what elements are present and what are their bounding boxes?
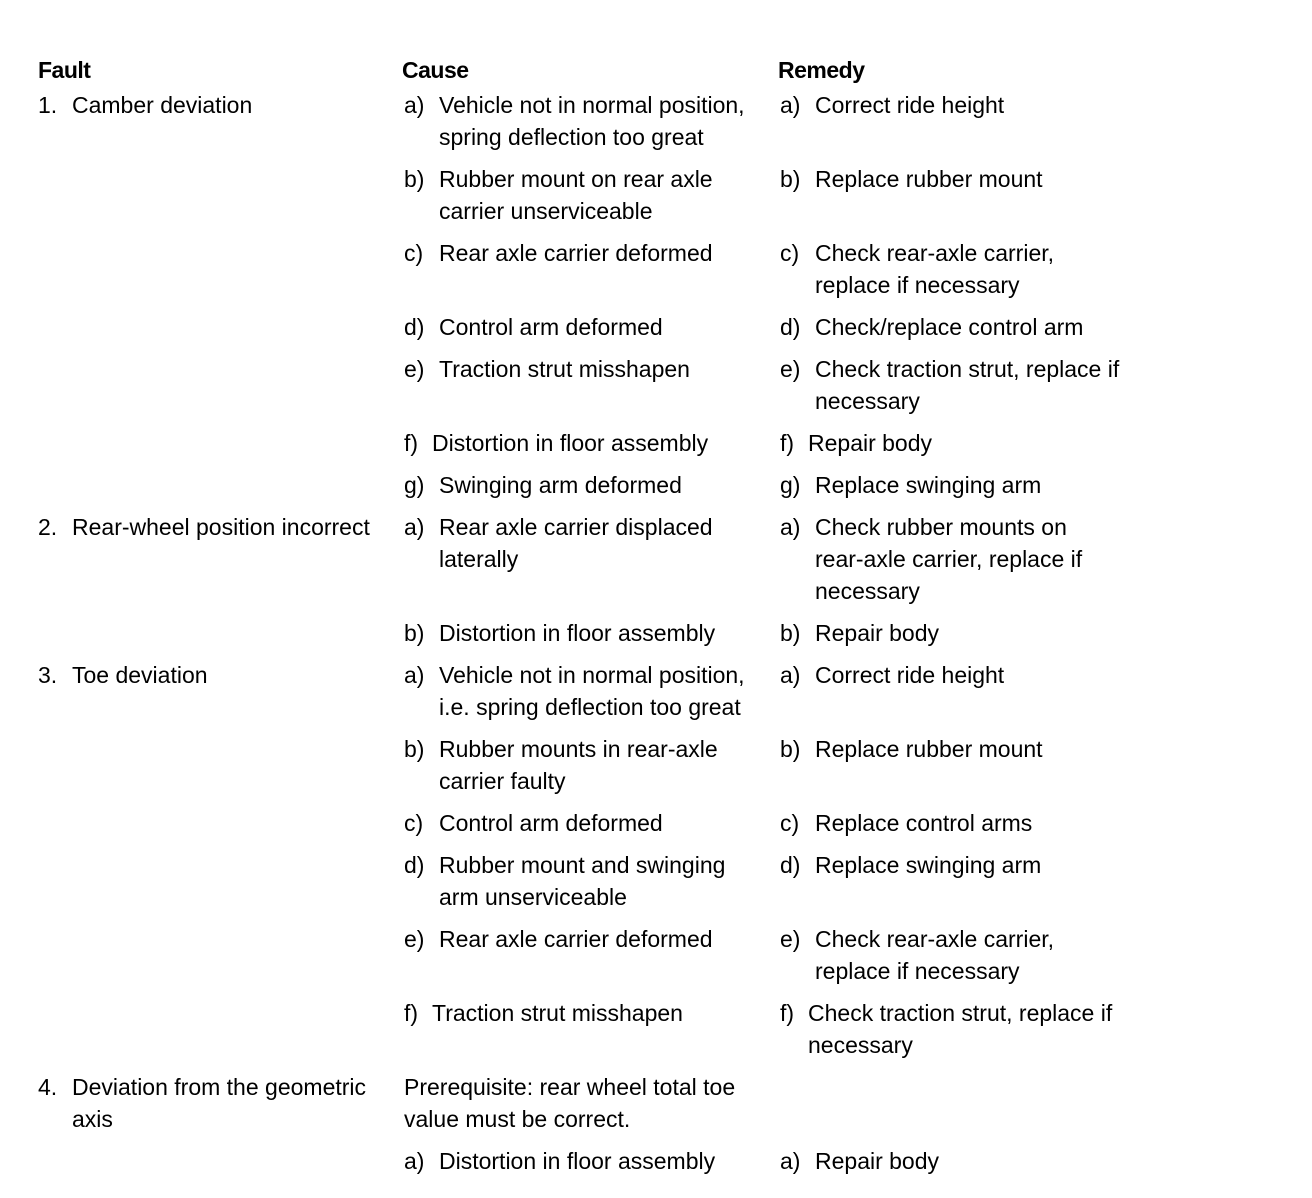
remedy-text: necessary [815, 388, 920, 414]
remedy-label: a) [780, 92, 801, 118]
cause-label: a) [404, 92, 425, 118]
remedy-label: c) [780, 240, 800, 266]
remedy-label: g) [780, 472, 801, 498]
prerequisite-text: value must be correct. [404, 1106, 631, 1132]
cause-label: g) [404, 472, 425, 498]
cause-text: Vehicle not in normal position, [439, 92, 745, 118]
cause-text: Distortion in floor assembly [432, 430, 709, 456]
remedy-text: Replace control arms [815, 810, 1033, 836]
cause-label: f) [404, 1000, 419, 1026]
cause-text: Rear axle carrier deformed [439, 926, 713, 952]
remedy-text: necessary [808, 1032, 913, 1058]
header-remedy: Remedy [778, 57, 865, 83]
remedy-text: Repair body [815, 1148, 940, 1174]
remedy-text: Replace rubber mount [815, 166, 1043, 192]
header-cause: Cause [402, 57, 469, 83]
remedy-text: Repair body [815, 620, 940, 646]
cause-label: e) [404, 926, 425, 952]
fault-number: 4. [38, 1074, 58, 1100]
cause-text: Control arm deformed [439, 314, 663, 340]
remedy-text: necessary [815, 578, 920, 604]
cause-text: arm unserviceable [439, 884, 627, 910]
prerequisite-text: Prerequisite: rear wheel total toe [404, 1074, 736, 1100]
remedy-text: Check rubber mounts on [815, 514, 1067, 540]
remedy-label: d) [780, 314, 801, 340]
fault-title: Toe deviation [72, 662, 208, 688]
remedy-label: d) [780, 852, 801, 878]
remedy-label: b) [780, 620, 801, 646]
cause-label: b) [404, 166, 425, 192]
cause-text: Rear axle carrier deformed [439, 240, 713, 266]
cause-label: d) [404, 852, 425, 878]
cause-text: Control arm deformed [439, 810, 663, 836]
remedy-label: f) [780, 1000, 795, 1026]
fault-number: 3. [38, 662, 58, 688]
cause-text: Vehicle not in normal position, [439, 662, 745, 688]
remedy-label: c) [780, 810, 800, 836]
cause-label: f) [404, 430, 419, 456]
remedy-text: Repair body [808, 430, 933, 456]
remedy-text: Check/replace control arm [815, 314, 1084, 340]
cause-text: Rubber mount on rear axle [439, 166, 713, 192]
remedy-label: b) [780, 166, 801, 192]
cause-text: carrier faulty [439, 768, 566, 794]
remedy-label: a) [780, 514, 801, 540]
remedy-text: Check rear-axle carrier, [815, 926, 1055, 952]
cause-text: carrier unserviceable [439, 198, 653, 224]
header-fault: Fault [38, 57, 91, 83]
fault-number: 2. [38, 514, 58, 540]
cause-text: Traction strut misshapen [439, 356, 690, 382]
remedy-text: Check rear-axle carrier, [815, 240, 1055, 266]
cause-label: b) [404, 620, 425, 646]
remedy-text: Replace swinging arm [815, 852, 1042, 878]
cause-text: i.e. spring deflection too great [439, 694, 741, 720]
cause-text: Swinging arm deformed [439, 472, 682, 498]
cause-label: c) [404, 810, 424, 836]
remedy-label: e) [780, 926, 801, 952]
cause-text: laterally [439, 546, 519, 572]
cause-label: c) [404, 240, 424, 266]
fault-title: Deviation from the geometric [72, 1074, 367, 1100]
remedy-text: Correct ride height [815, 662, 1005, 688]
remedy-label: a) [780, 662, 801, 688]
cause-label: b) [404, 736, 425, 762]
cause-label: a) [404, 1148, 425, 1174]
cause-text: Rubber mount and swinging [439, 852, 726, 878]
fault-title: axis [72, 1106, 113, 1132]
fault-title: Camber deviation [72, 92, 253, 118]
remedy-text: Correct ride height [815, 92, 1005, 118]
remedy-label: b) [780, 736, 801, 762]
cause-label: a) [404, 662, 425, 688]
cause-label: e) [404, 356, 425, 382]
remedy-text: Replace rubber mount [815, 736, 1043, 762]
fault-number: 1. [38, 92, 58, 118]
cause-text: Traction strut misshapen [432, 1000, 683, 1026]
cause-text: spring deflection too great [439, 124, 704, 150]
remedy-text: replace if necessary [815, 272, 1020, 298]
cause-label: a) [404, 514, 425, 540]
fault-title: Rear-wheel position incorrect [72, 514, 370, 540]
remedy-label: f) [780, 430, 795, 456]
remedy-text: rear-axle carrier, replace if [815, 546, 1083, 572]
cause-label: d) [404, 314, 425, 340]
cause-text: Rubber mounts in rear-axle [439, 736, 718, 762]
remedy-label: e) [780, 356, 801, 382]
remedy-text: Check traction strut, replace if [808, 1000, 1113, 1026]
cause-text: Rear axle carrier displaced [439, 514, 713, 540]
remedy-label: a) [780, 1148, 801, 1174]
remedy-text: replace if necessary [815, 958, 1020, 984]
cause-text: Distortion in floor assembly [439, 620, 716, 646]
cause-text: Distortion in floor assembly [439, 1148, 716, 1174]
remedy-text: Check traction strut, replace if [815, 356, 1120, 382]
remedy-text: Replace swinging arm [815, 472, 1042, 498]
